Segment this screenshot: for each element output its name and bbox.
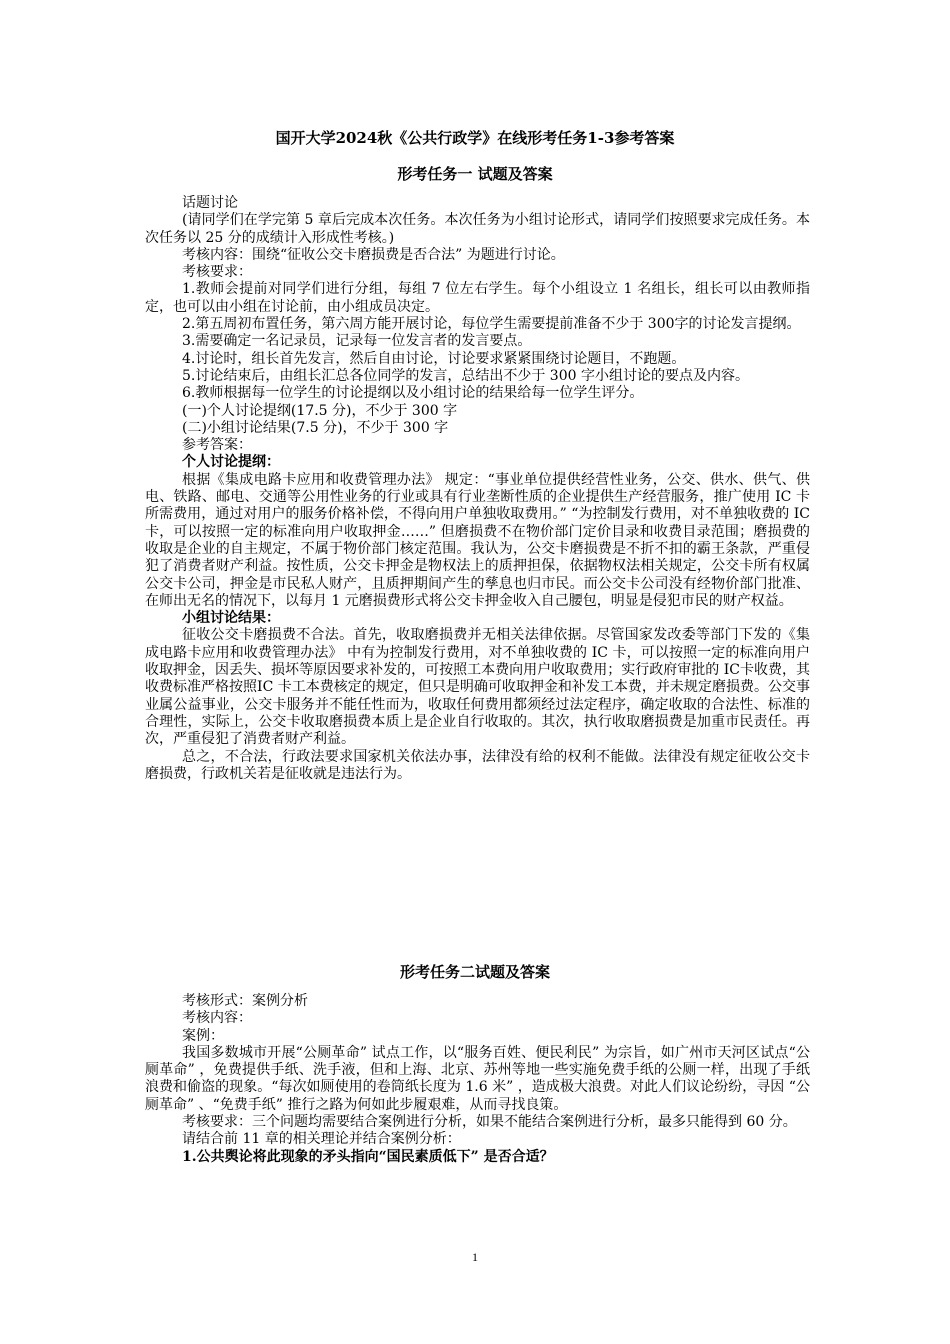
- assessment-requirements-label: 考核要求：: [182, 264, 252, 281]
- question-1: 1.公共舆论将此现象的矛头指向“国民素质低下” 是否合适？: [182, 1148, 554, 1165]
- assessment-form: 考核形式：案例分析: [182, 993, 308, 1009]
- case-label: 案例：: [182, 1027, 224, 1044]
- requirement-item: 3.需要确定一名记录员，记录每一位发言者的发言要点。: [182, 333, 532, 350]
- assessment-content-label: 考核内容：: [182, 1010, 252, 1027]
- task2-heading: 形考任务二试题及答案: [399, 963, 550, 981]
- individual-outline-text: 根据《集成电路卡应用和收费管理办法》 规定：“事业单位提供经营性业务，公交、供水、供气、供电、铁路、邮电、交通等公用性业务的行业或具有行业垄断性质的企业提供生产经营服务，推广使用 IC 卡所需费用，通过对用户的服务价格补偿，不得向用户单独收取费用。” “为控制发行费用，对不单独收费的 IC 卡，可以按照一定的标准向用户收取押金……” 但磨损费不在物价部门定价目录和收费目录范围；磨损费的收取是企业的自主规定，不属于物价部门核定范围。我认为，公交卡磨损费是不折不扣的霸王条款，严重侵犯了消费者财产利益。按性质，公交卡押金是物权法上的质押担保，依据物权法相关规定，公交卡所有权属公交卡公司，押金是市民私人财产，且质押期间产生的孳息也归市民。而公交卡公司没有经物价部门批准、在师出无名的情况下，以每月 1 元磨损费形式将公交卡押金收入自己腰包，明显是侵犯市民的财产权益。: [145, 471, 810, 609]
- task-instructions: (请同学们在学完第 5 章后完成本次任务。本次任务为小组讨论形式，请同学们按照要求完成任务。本次任务以 25 分的成绩计入形成性考核。): [145, 212, 810, 246]
- analysis-instruction: 请结合前 11 章的相关理论并结合案例分析：: [182, 1131, 461, 1148]
- assessment-requirements: 考核要求：三个问题均需要结合案例进行分析，如果不能结合案例进行分析，最多只能得到 60 分。: [182, 1114, 797, 1131]
- task2-body: [145, 993, 810, 1166]
- individual-outline-heading: 个人讨论提纲：: [182, 454, 280, 471]
- reference-answer-label: 参考答案：: [182, 437, 252, 454]
- task1-body: [145, 195, 810, 783]
- conclusion-text: 总之，不合法，行政法要求国家机关依法办事，法律没有给的权利不能做。法律没有规定征收公交卡磨损费，行政机关若是征收就是违法行为。: [145, 748, 810, 782]
- requirement-item: 4.讨论时，组长首先发言，然后自由讨论，讨论要求紧紧围绕讨论题目，不跑题。: [182, 350, 686, 367]
- topic-label: 话题讨论: [182, 195, 238, 211]
- task1-heading: 形考任务一 试题及答案: [397, 165, 553, 183]
- page-number: 1: [472, 1250, 478, 1264]
- score-item: (一)个人讨论提纲(17.5 分)，不少于 300 字: [182, 402, 458, 419]
- assessment-content: 考核内容：围绕“征收公交卡磨损费是否合法” 为题进行讨论。: [182, 246, 565, 263]
- requirement-item: 2.第五周初布置任务，第六周方能开展讨论，每位学生需要提前准备不少于 300字的讨论发言提纲。: [182, 316, 801, 333]
- requirement-item: 1.教师会提前对同学们进行分组，每组 7 位左右学生。每个小组设立 1 名组长，组长可以由教师指定，也可以由小组在讨论前，由小组成员决定。: [145, 281, 810, 315]
- requirement-item: 5.讨论结束后，由组长汇总各位同学的发言，总结出不少于 300 字小组讨论的要点及内容。: [182, 367, 749, 384]
- score-item: (二)小组讨论结果(7.5 分)，不少于 300 字: [182, 419, 449, 436]
- requirement-item: 6.教师根据每一位学生的讨论提纲以及小组讨论的结果给每一位学生评分。: [182, 385, 644, 402]
- group-result-text: 征收公交卡磨损费不合法。首先，收取磨损费并无相关法律依据。尽管国家发改委等部门下发的《集成电路卡应用和收费管理办法》 中有为控制发行费用，对不单独收费的 IC 卡，可以按照一定的标准向用户收取押金，因丢失、损坏等原因要求补发的，可按照工本费向用户收取费用；实行政府审批的 IC卡收费，其收费标准严格按照IC 卡工本费核定的规定，但只是明确可收取押金和补发工本费，并未规定磨损费。公交事业属公益事业，公交卡服务并不能任性而为，收取任何费用都须经过法定程序，确定收取的合法性、标准的合理性，实际上，公交卡收取磨损费本质上是企业自行收取的。其次，执行收取磨损费是加重市民责任。再次，严重侵犯了消费者财产利益。: [145, 627, 810, 748]
- case-text: 我国多数城市开展“公厕革命” 试点工作，以“服务百姓、便民利民” 为宗旨，如广州市天河区试点“公厕革命” ，免费提供手纸、洗手液，但和上海、北京、苏州等地一些实施免费手纸的公厕一样，出现了手纸浪费和偷盗的现象。“每次如厕使用的卷筒纸长度为 1.6 米” ，造成极大浪费。对此人们议论纷纷，寻因 “公厕革命” 、“免费手纸” 推行之路为何如此步履艰难，从而寻找良策。: [145, 1044, 810, 1113]
- group-result-heading: 小组讨论结果：: [182, 610, 280, 627]
- document-title: 国开大学2024秋《公共行政学》在线形考任务1-3参考答案: [275, 129, 675, 147]
